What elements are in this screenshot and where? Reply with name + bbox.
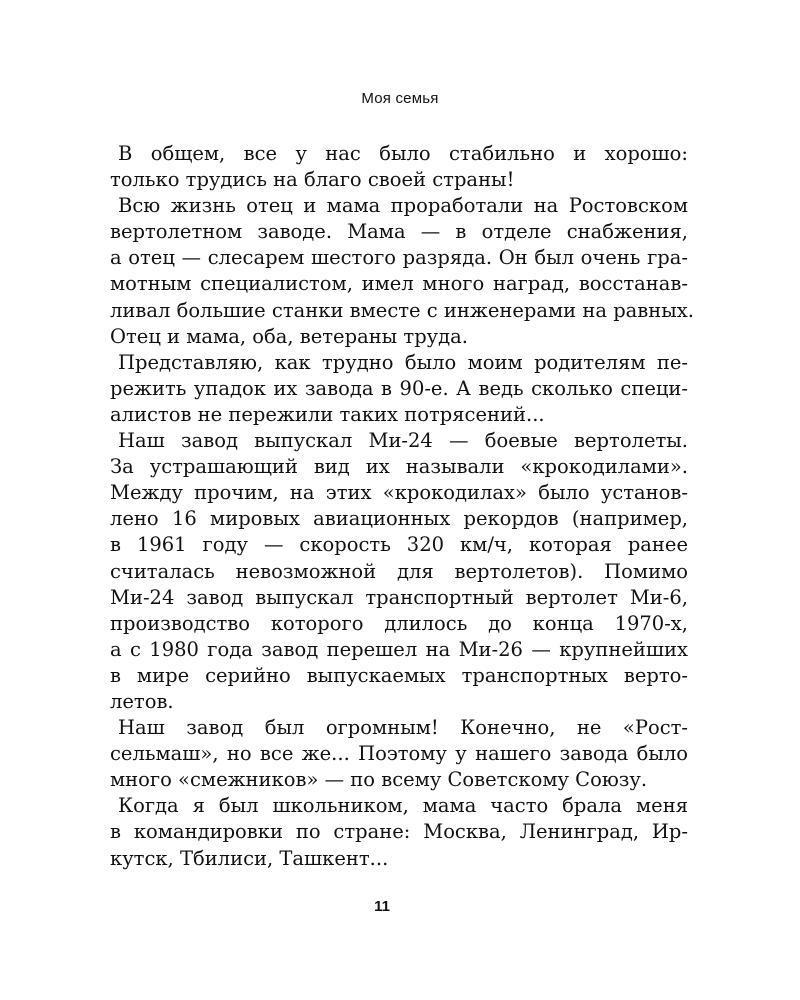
text-line: а отец — слесарем шестого разряда. Он был очень гра- — [110, 246, 688, 270]
text-line: кутск, Тбилиси, Ташкент... — [110, 846, 389, 870]
text-line: а с 1980 года завод перешел на Ми-26 — крупнейших — [110, 637, 688, 661]
text-line: считалась невозможной для вертолетов). Помимо — [110, 559, 688, 583]
text-line: Ми-24 завод выпускал транспортный вертолет Ми-6, — [110, 585, 688, 609]
text-line: мотным специалистом, имел много наград, восстанав- — [110, 272, 688, 296]
text-line: В общем, все у нас было стабильно и хорошо: — [118, 142, 688, 165]
text-line: в командировки по стране: Москва, Ленинград, Ир- — [110, 820, 688, 844]
text-line: Между прочим, на этих «крокодилах» было установ- — [110, 481, 688, 505]
running-head-title: Моя семья — [361, 90, 439, 107]
text-line: сельмаш», но все же... Поэтому у нашего завода было — [110, 742, 688, 766]
text-line: ливал большие станки вместе с инженерами на равных. — [110, 298, 694, 322]
text-line: алистов не пережили таких потрясений... — [110, 402, 545, 426]
text-line: Когда я был школьником, мама часто брала меня — [118, 794, 688, 818]
text-line: Наш завод был огромным! Конечно, не «Рост- — [118, 716, 688, 740]
page-number: 11 — [374, 898, 390, 915]
text-line: в мире серийно выпускаемых транспортных верто- — [110, 663, 688, 687]
text-line: Наш завод выпускал Ми-24 — боевые вертолеты. — [118, 429, 688, 453]
body-text — [110, 141, 694, 872]
text-line: только трудись на благо своей страны! — [110, 168, 515, 192]
text-line: Отец и мама, оба, ветераны труда. — [110, 324, 468, 348]
text-line: летов. — [110, 689, 174, 713]
text-line: производство которого длилось до конца 1970-х, — [110, 611, 688, 635]
text-line: Всю жизнь отец и мама проработали на Ростовском — [118, 194, 688, 218]
text-line: в 1961 году — скорость 320 км/ч, которая ранее — [110, 533, 688, 557]
text-line: лено 16 мировых авиационных рекордов (например, — [110, 507, 688, 531]
text-line: режить упадок их завода в 90-е. А ведь сколько специ- — [110, 376, 688, 400]
text-line: много «смежников» — по всему Советскому Союзу. — [110, 768, 648, 792]
text-line: вертолетном заводе. Мама — в отделе снабжения, — [110, 220, 688, 244]
text-line: Представляю, как трудно было моим родителям пе- — [118, 350, 688, 374]
text-line: За устрашающий вид их называли «крокодилами». — [110, 455, 688, 479]
